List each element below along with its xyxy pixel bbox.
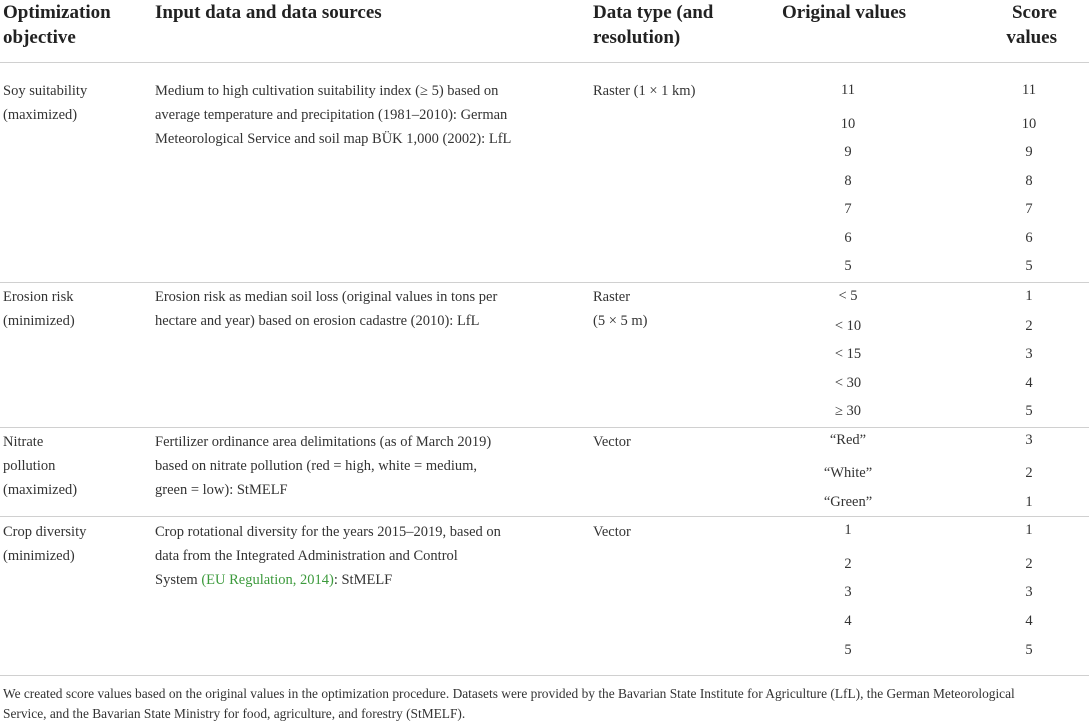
row-soy-score: 7 [1025,201,1033,217]
row-erosion-objective: Erosion risk (minimized) [3,289,75,329]
row-crop-score: 3 [1025,584,1033,600]
row-crop-original: 4 [844,613,852,629]
row-rule [0,282,1089,283]
header-score: Score values [1006,2,1057,48]
row-erosion-original: < 10 [834,318,862,334]
row-rule [0,427,1089,428]
row-nitrate-input: Fertilizer ordinance area delimitations (as of March 2019) based on nitrate pollution (red = high, white = medium, green = low): StMELF [155,434,492,498]
row-erosion-score: 4 [1025,375,1033,391]
row-nitrate-original: “Red” [829,432,867,448]
header-input: Input data and data sources [155,2,382,23]
row-soy-original: 8 [844,173,852,189]
row-soy-original: 9 [844,144,852,160]
row-soy-score: 9 [1025,144,1033,160]
row-crop-original: 2 [844,556,852,572]
row-crop-objective: Crop diversity (minimized) [3,524,87,564]
row-crop-score: 4 [1025,613,1033,629]
row-erosion-original: < 30 [834,375,862,391]
row-crop-score: 5 [1025,642,1033,658]
row-soy-score: 8 [1025,173,1033,189]
row-crop-original: 1 [844,522,852,538]
row-soy-original: 10 [840,116,856,132]
row-erosion-score: 1 [1025,288,1033,304]
row-erosion-input: Erosion risk as median soil loss (original values in tons per hectare and year) based on erosion cadastre (2010): LfL [155,289,498,329]
row-soy-objective: Soy suitability (maximized) [3,83,88,123]
citation-link[interactable]: (EU Regulation, 2014) [201,572,334,588]
header-objective: Optimization objective [3,2,111,48]
row-soy-score: 11 [1022,82,1036,98]
row-crop-score: 2 [1025,556,1033,572]
row-nitrate-score: 1 [1025,494,1033,510]
row-soy-score: 5 [1025,258,1033,274]
row-nitrate-original: “White” [823,465,873,481]
header-original: Original values [782,2,907,23]
row-nitrate-datatype: Vector [593,434,631,450]
row-erosion-original: < 5 [838,288,858,304]
row-soy-original: 7 [844,201,852,217]
row-crop-score: 1 [1025,522,1033,538]
row-erosion-score: 5 [1025,403,1033,419]
row-nitrate-score: 3 [1025,432,1033,448]
row-rule [0,516,1089,517]
header-rule [0,62,1089,63]
row-nitrate-original: “Green” [823,494,873,510]
row-crop-input: Crop rotational diversity for the years 2015–2019, based on data from the Integrated Administration and Control System (EU Regulation, 2014): StMELF [155,524,501,588]
row-erosion-original: ≥ 30 [834,403,862,419]
row-erosion-datatype: Raster (5 × 5 m) [593,289,648,329]
row-erosion-score: 2 [1025,318,1033,334]
row-crop-original: 5 [844,642,852,658]
table-bottom-rule [0,675,1089,676]
row-soy-original: 6 [844,230,852,246]
header-datatype: Data type (and resolution) [593,2,714,48]
row-nitrate-score: 2 [1025,465,1033,481]
row-soy-score: 10 [1021,116,1037,132]
row-soy-input: Medium to high cultivation suitability index (≥ 5) based on average temperature and precipitation (1981–2010): German Meteorological Service and soil map BÜK 1,000 (2002): LfL [155,83,512,147]
row-erosion-score: 3 [1025,346,1033,362]
row-soy-score: 6 [1025,230,1033,246]
row-erosion-original: < 15 [834,346,862,362]
row-crop-datatype: Vector [593,524,631,540]
row-crop-original: 3 [844,584,852,600]
table-footnote: We created score values based on the original values in the optimization procedure. Datasets were provided by the Bavarian State Institute for Agriculture (LfL), the German Meteorological Service, and the Bavarian State Ministry for food, agriculture, and forestry (StMELF). [3,686,1015,721]
row-soy-original: 11 [841,82,855,98]
row-soy-original: 5 [844,258,852,274]
row-soy-datatype: Raster (1 × 1 km) [593,83,696,99]
row-nitrate-objective: Nitrate pollution (maximized) [3,434,78,498]
